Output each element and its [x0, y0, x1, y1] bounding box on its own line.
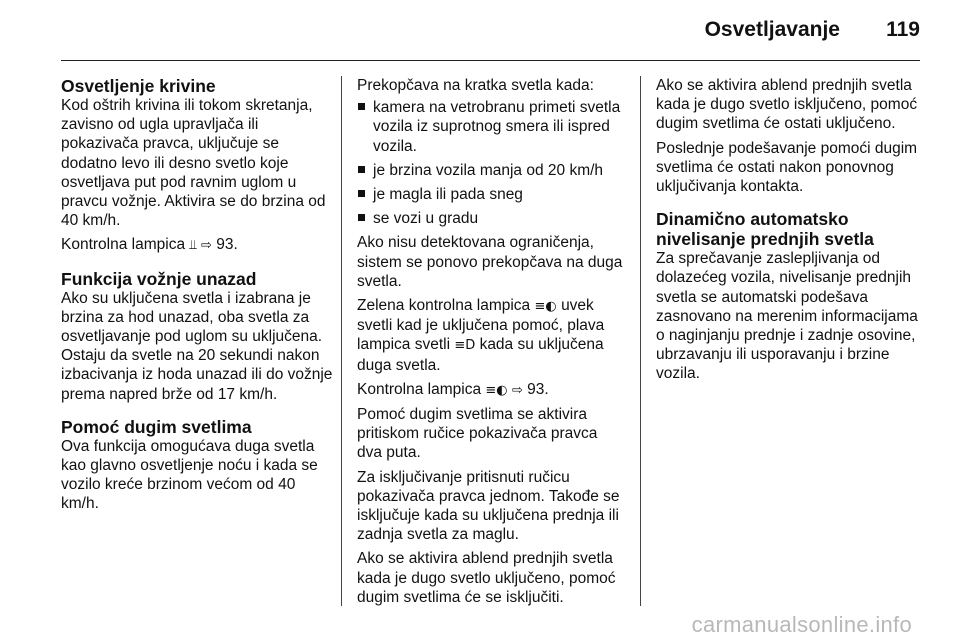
- high-beam-assist-icon: ≡◐: [534, 299, 557, 315]
- paragraph-control-lamp: [61, 235, 333, 255]
- heading-reverse-function: Funkcija vožnje unazad: [61, 268, 257, 289]
- paragraph: Prekopčava na kratka svetla kada:: [357, 77, 594, 94]
- paragraph-lamp-colors: [357, 296, 625, 375]
- column-2: [357, 76, 625, 612]
- page-reference: 93.: [527, 380, 549, 398]
- page-reference-icon: ⇨: [511, 382, 523, 398]
- text: uvek svetli kad je uključena pomoć, plava lampica svetli: [357, 297, 605, 354]
- paragraph-control-lamp: [357, 380, 625, 400]
- column-divider: [640, 76, 641, 606]
- text: Kontrolna lampica: [61, 236, 186, 254]
- high-beam-icon: ≡D: [454, 338, 476, 354]
- page-reference: 93.: [216, 236, 238, 254]
- paragraph: Poslednje podešavanje pomoći dugim svetlima će ostati nakon ponovnog uključivanja kontakta.: [656, 139, 918, 196]
- text: Kontrolna lampica: [357, 380, 482, 398]
- paragraph: Ako se aktivira ablend prednjih svetla kada je dugo svetlo isključeno, pomoć dugim svetlima će ostati uključeno.: [656, 77, 918, 133]
- high-beam-assist-icon: ≡◐: [485, 382, 508, 398]
- paragraph: Ako nisu detektovana ograničenja, sistem se ponovo prekopčava na duga svetla.: [357, 234, 623, 290]
- heading-dynamic-leveling: Dinamično automatsko nivelisanje prednjih svetla: [656, 209, 874, 250]
- paragraph: Ova funkcija omogućava duga svetla kao glavno osvetljenje noću i kada se vozilo kreće brzinom većom od 40 km/h.: [61, 437, 318, 513]
- page-title: Osvetljavanje: [704, 18, 840, 41]
- text: Zelena kontrolna lampica: [357, 297, 531, 315]
- heading-high-beam-assist: Pomoć dugim svetlima: [61, 416, 252, 437]
- page-reference-icon: ⇨: [201, 238, 212, 254]
- column-3: [656, 76, 928, 389]
- page-number: 119: [886, 18, 920, 41]
- heading-cornering-light: Osvetljenje krivine: [61, 76, 216, 96]
- list-item: je magla ili pada sneg: [357, 185, 625, 204]
- paragraph: Pomoć dugim svetlima se aktivira pritiskom ručice pokazivača pravca dva puta.: [357, 406, 598, 462]
- page-header: [0, 0, 960, 60]
- list-item: se vozi u gradu: [357, 209, 625, 228]
- header-rule: [61, 60, 920, 61]
- paragraph: Kod oštrih krivina ili tokom skretanja, zavisno od ugla upravljača ili pokazivača pravca, uključuje se dodatno levo ili desno svetlo koje osvetljava put pod ravnim uglom u pravcu vožnje. Aktivira se do brzina od 40 km/h.: [61, 97, 326, 230]
- bullet-list: [357, 98, 625, 228]
- paragraph: Ako se aktivira ablend prednjih svetla kada je dugo svetlo uključeno, pomoć dugim svetlima će se isključiti.: [357, 550, 616, 606]
- text: kada su uključena duga svetla.: [357, 336, 604, 374]
- column-1: [61, 76, 333, 519]
- list-item: je brzina vozila manja od 20 km/h: [357, 161, 625, 180]
- watermark: carmanualsonline.info: [691, 612, 912, 637]
- paragraph: Ako su uključena svetla i izabrana je brzina za hod unazad, oba svetla za osvetljavanje pod uglom su uključena. Ostaju da svetle na 20 sekundi nakon izbacivanja iz hoda unazad ili do vožnje prema napred brže od 17 km/h.: [61, 289, 333, 403]
- cornering-light-icon: ⫫: [189, 238, 197, 254]
- column-divider: [341, 76, 342, 606]
- paragraph: Za sprečavanje zaslepljivanja od dolazećeg vozila, nivelisanje prednjih svetla se automatski podešava zasnovano na merenim informacijama o naginjanju prednje i zadnje osovine, ubrzavanju ili usporavanju i brzine vozila.: [656, 250, 918, 383]
- paragraph: Za isključivanje pritisnuti ručicu pokazivača pravca jednom. Takođe se isključuje kada su uključena prednja ili zadnja svetla za maglu.: [357, 468, 620, 544]
- list-item: kamera na vetrobranu primeti svetla vozila iz suprotnog smera ili ispred vozila.: [357, 98, 625, 156]
